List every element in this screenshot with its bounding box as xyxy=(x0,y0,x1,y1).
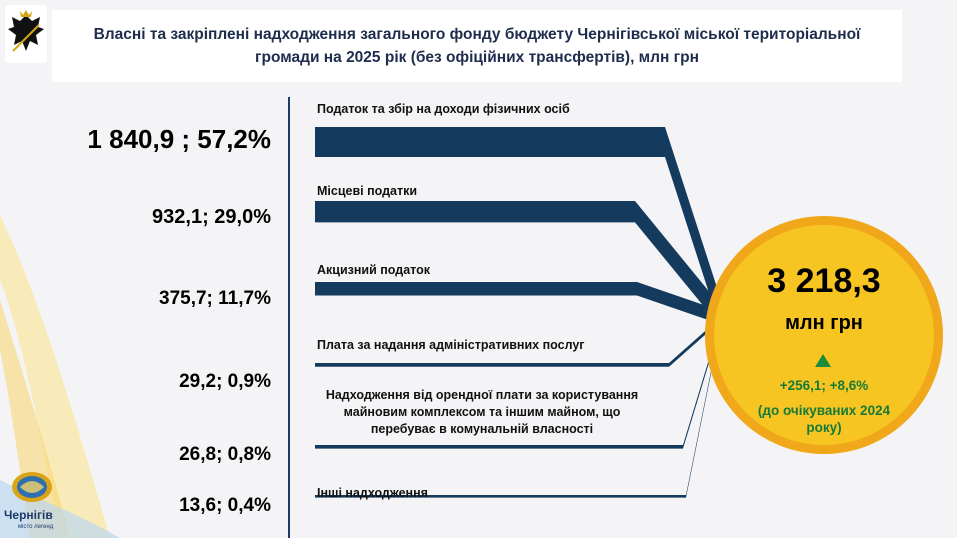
value-label: 375,7; 11,7% xyxy=(159,288,271,309)
logo-name: Чернігів xyxy=(4,508,53,522)
category-label: Плата за надання адміністративних послуг xyxy=(317,338,585,352)
bar-3 xyxy=(315,282,722,325)
logo-slogan: місто легенд xyxy=(18,524,54,530)
up-triangle-icon xyxy=(815,354,831,367)
value-label: 1 840,9 ; 57,2% xyxy=(87,124,271,154)
category-label: Інші надходження xyxy=(317,486,428,500)
city-logo-icon xyxy=(8,470,56,504)
total-unit: млн грн xyxy=(785,312,863,334)
growth-note xyxy=(703,402,945,436)
growth-note-text: (до очікуваних 2024 року) xyxy=(757,403,891,435)
value-label: 26,8; 0,8% xyxy=(179,444,271,465)
total-value: 3 218,3 xyxy=(767,262,881,300)
category-label: Надходження від орендної плати за користування майновим комплексом та іншим майном, що перебуває в комунальній власності xyxy=(325,388,639,436)
value-label: 29,2; 0,9% xyxy=(179,371,271,392)
growth-text: +256,1; +8,6% xyxy=(779,378,869,393)
value-label: 932,1; 29,0% xyxy=(152,206,271,228)
value-label: 13,6; 0,4% xyxy=(179,495,271,516)
category-label: Податок та збір на доходи фізичних осіб xyxy=(317,102,570,116)
category-label: Акцизний податок xyxy=(317,263,431,277)
category-label: Місцеві податки xyxy=(317,184,418,198)
chart-title: Власні та закріплені надходження загального фонду бюджету Чернігівської міської територіальної громади на 2025 рік (без офіційних трансфертів), млн грн xyxy=(93,26,861,66)
